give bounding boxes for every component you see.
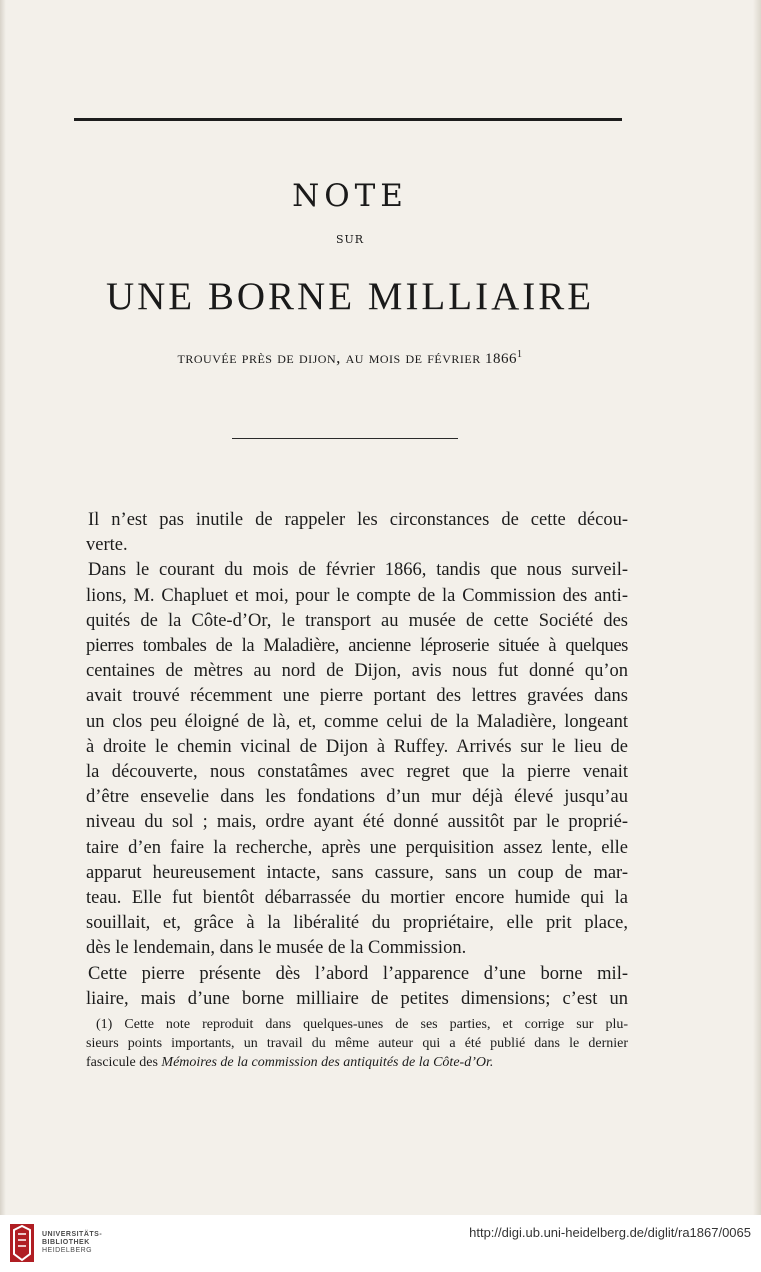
title-connector: SUR	[335, 233, 365, 246]
text-line: liaire, mais d’une borne milliaire de petites dimensions; c’est un	[86, 988, 628, 1009]
text-line: souillait, et, grâce à la libéralité du propriétaire, elle prit place,	[86, 913, 628, 934]
footnote-ref: 1	[516, 349, 523, 360]
text-line: Cette pierre présente dès l’abord l’apparence d’une borne mil-	[88, 963, 628, 984]
footnote-line-last	[86, 1053, 628, 1072]
text-line: à droite le chemin vicinal de Dijon à Ruffey. Arrivés sur le lieu de	[86, 736, 628, 757]
library-name-line2: BIBLIOTHEK	[42, 1239, 90, 1246]
subtitle-year: 1866	[484, 351, 517, 367]
library-name	[42, 1231, 102, 1255]
text-line: teau. Elle fut bientôt débarrassée du mortier encore humide qui la	[86, 888, 628, 909]
viewer-footer	[0, 1215, 761, 1272]
text-line: pierres tombales de la Maladière, ancienne léproserie située à quelques	[86, 636, 628, 657]
text-line: d’être ensevelie dans les fondations d’un mur déjà élevé jusqu’au	[86, 787, 628, 808]
text-line: Dans le courant du mois de février 1866, tandis que nous surveil-	[88, 560, 628, 581]
footnote-prefix: fascicule des	[86, 1055, 158, 1070]
footnote-line: (1) Cette note reproduit dans quelques-unes de ses parties, et corrige sur plu-	[96, 1017, 628, 1032]
main-title: UNE BORNE MILLIAIRE	[105, 275, 595, 318]
text-line: quités de la Côte-d’Or, le transport au musée de cette Société des	[86, 610, 628, 631]
text-line: niveau du sol ; mais, ordre ayant été donné aussitôt par le proprié-	[86, 812, 628, 833]
footnote	[86, 1015, 628, 1072]
text-line: apparut heureusement intacte, sans cassure, sans un coup de mar-	[86, 862, 628, 883]
subtitle-text: trouvée près de dijon, au mois de février	[177, 348, 481, 367]
footnote-line: sieurs points importants, un travail du même auteur qui a été publié dans le dernier	[86, 1036, 628, 1051]
text-line: avait trouvé récemment une pierre portant des lettres gravées dans	[86, 686, 628, 707]
page-title: NOTE	[292, 178, 408, 214]
header-rule	[74, 118, 622, 121]
subtitle	[0, 348, 700, 368]
text-line: centaines de mètres au nord de Dijon, avis nous fut donné qu’on	[86, 661, 628, 682]
library-name-line1: UNIVERSITÄTS-	[42, 1231, 103, 1238]
text-line: la découverte, nous constatâmes avec regret que la pierre venait	[86, 762, 628, 783]
source-url-link[interactable]: http://digi.ub.uni-heidelberg.de/diglit/ra1867/0065	[469, 1225, 751, 1240]
text-line: taire d’en faire la recherche, après une perquisition assez lente, elle	[86, 837, 628, 858]
text-line: lions, M. Chapluet et moi, pour le compte de la Commission des anti-	[86, 585, 628, 606]
text-line: verte.	[86, 535, 128, 556]
text-line: Il n’est pas inutile de rappeler les circonstances de cette décou-	[88, 510, 628, 530]
library-name-line3: HEIDELBERG	[42, 1247, 93, 1254]
text-line: dès le lendemain, dans le musée de la Commission.	[86, 938, 467, 959]
body-text	[86, 508, 628, 1012]
text-line: un clos peu éloigné de là, et, comme celui de la Maladière, longeant	[86, 711, 628, 732]
footnote-italic-title: Mémoires de la commission des antiquités de la Côte-d’Or.	[161, 1055, 494, 1070]
library-logo-icon	[10, 1224, 34, 1262]
title-divider	[232, 438, 458, 439]
